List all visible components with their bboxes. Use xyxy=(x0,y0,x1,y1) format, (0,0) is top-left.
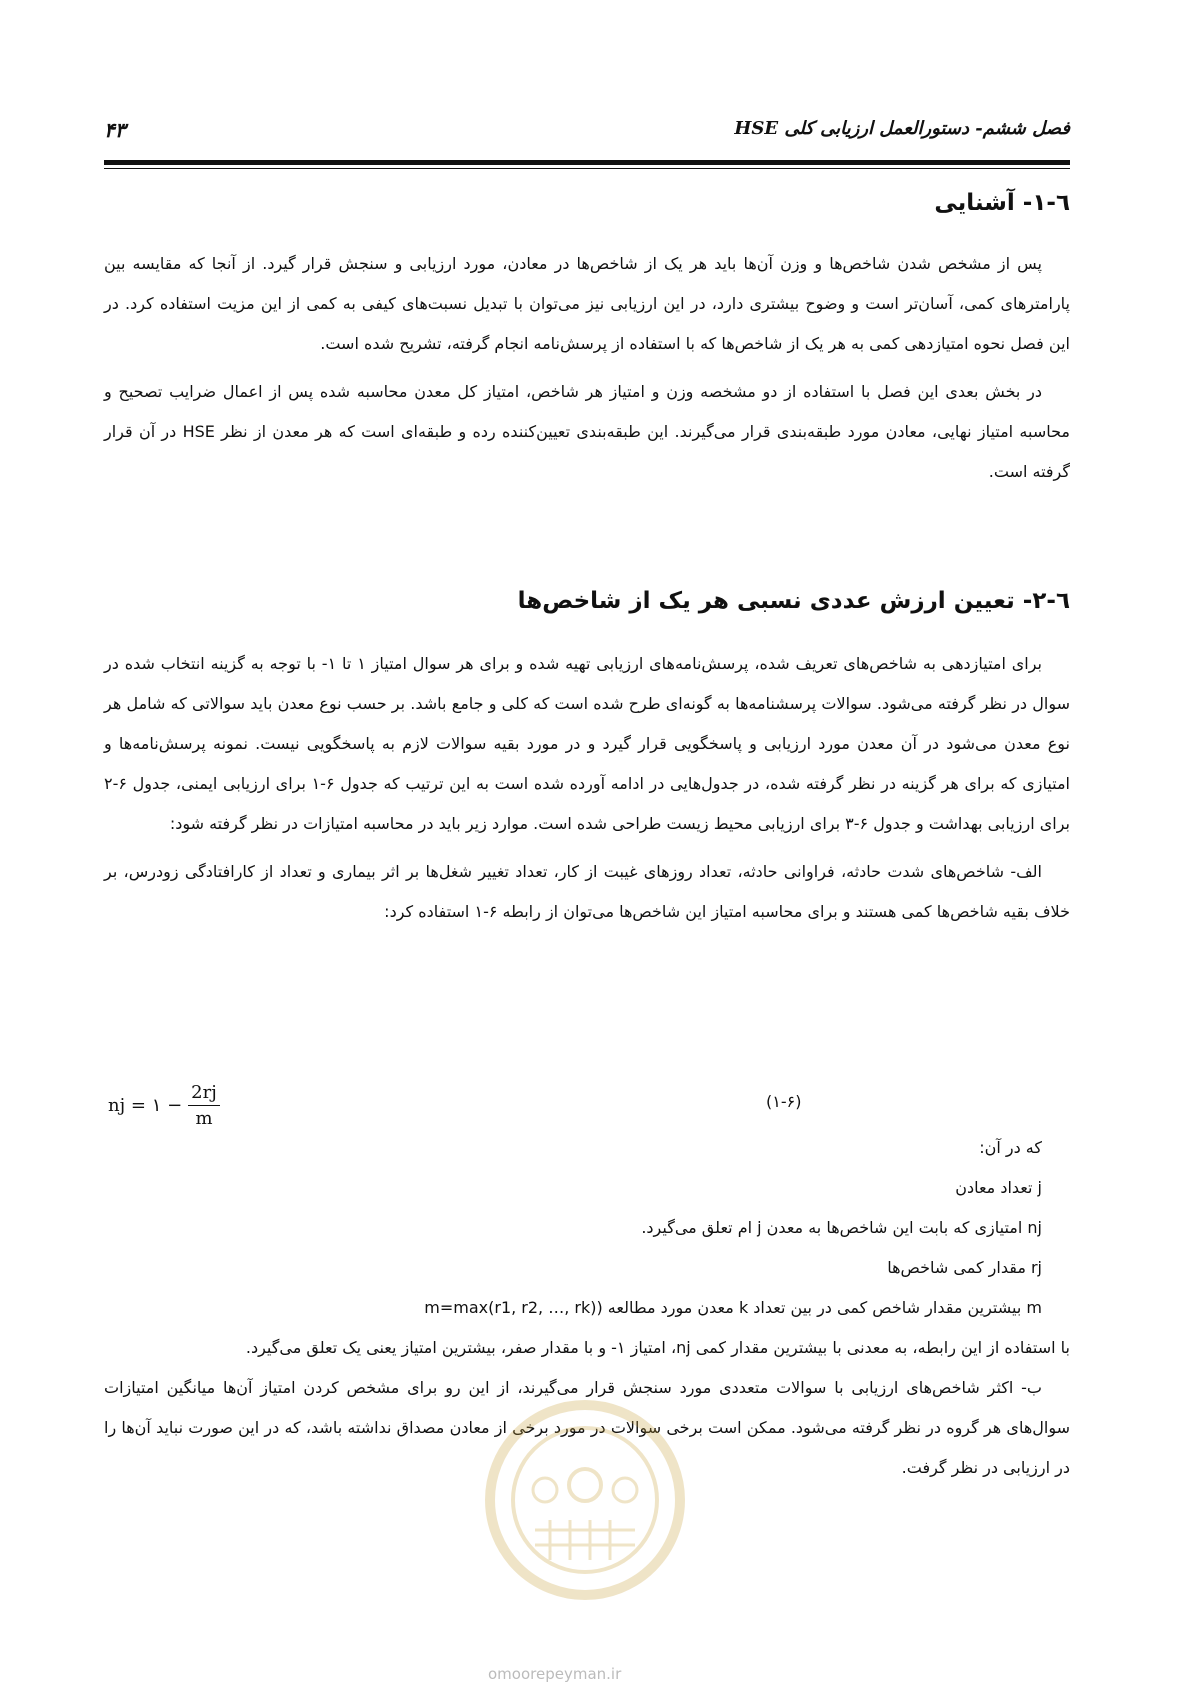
paragraph: پس از مشخص شدن شاخص‌ها و وزن آن‌ها باید هر یک از شاخص‌ها در معادن، مورد ارزیابی و سنجش قرار گیرد. از آنجا که مقایسه بین پارامترهای کمی، آسان‌تر است و وضوح بیشتری دارد، در این ارزیابی نیز می‌توان با تبدیل نسبت‌های کیفی به کمی از این مزیت استفاده کرد. در این فصل نحوه امتیازدهی کمی به هر یک از شاخص‌ها که با استفاده از پرسش‌نامه انجام گرفته، تشریح شده است. xyxy=(104,254,1070,353)
section2-body xyxy=(104,644,1070,932)
page-number: ۴۳ xyxy=(104,118,126,142)
section1-body xyxy=(104,244,1070,492)
formula-explanation: با استفاده از این رابطه، به معدنی با بیشترین مقدار کمی nj، امتیاز ۱- و با مقدار صفر، بیشترین امتیاز یعنی یک تعلق می‌گیرد. xyxy=(245,1338,1070,1357)
definition-item: nj امتیازی که بابت این شاخص‌ها به معدن j ام تعلق می‌گیرد. xyxy=(641,1218,1042,1237)
page-header xyxy=(104,118,1070,160)
section-introduction xyxy=(104,190,1070,216)
paragraph: در بخش بعدی این فصل با استفاده از دو مشخصه وزن و امتیاز هر شاخص، امتیاز کل معدن محاسبه شده پس از اعمال ضرایب تصحیح و محاسبه امتیاز نهایی، معادن مورد طبقه‌بندی قرار می‌گیرند. این طبقه‌بندی تعیین‌کننده رده و طبقه‌ای است که هر معدن از نظر HSE در آن قرار گرفته است. xyxy=(104,382,1071,481)
formula-lhs: nj = ۱ − xyxy=(108,1095,183,1116)
formula-numerator: 2rj xyxy=(188,1082,220,1106)
watermark-logo-icon xyxy=(480,1390,690,1610)
definition-item: j تعداد معادن xyxy=(955,1178,1042,1197)
definition-item: rj مقدار کمی شاخص‌ها xyxy=(887,1258,1042,1277)
paragraph: الف- شاخص‌های شدت حادثه، فراوانی حادثه، تعداد روزهای غیبت از کار، تعداد تغییر شغل‌ها بر اثر بیماری و تعداد از کارافتادگی زودرس، بر خلاف بقیه شاخص‌ها کمی هستند و برای محاسبه امتیاز این شاخص‌ها می‌توان از رابطه ۶-۱ استفاده کرد: xyxy=(104,862,1070,921)
section-heading-introduction: ٦-١- آشنایی xyxy=(934,190,1070,216)
chapter-title: فصل ششم- دستورالعمل ارزیابی کلی HSE xyxy=(734,118,1070,139)
section-relative-value xyxy=(104,588,1070,614)
definition-item: m بیشترین مقدار شاخص کمی در بین تعداد k معدن مورد مطالعه ((m=max(r1, r2, …, rk xyxy=(424,1298,1042,1317)
formula-fraction xyxy=(188,1082,220,1129)
watermark-text: omoorepeyman.ir xyxy=(488,1665,622,1683)
formula-6-1 xyxy=(108,1082,220,1129)
header-rule-thick xyxy=(104,160,1070,165)
paragraph: ب- اکثر شاخص‌های ارزیابی با سوالات متعددی مورد سنجش قرار می‌گیرند، از این رو برای مشخص کردن امتیاز آن‌ها میانگین امتیازات سوال‌های هر گروه در نظر گرفته می‌شود. ممکن است برخی سوالات در مورد برخی از معادن مصداق نداشته باشد، که در این صورت نباید آن‌ها را در ارزیابی در نظر گرفت. xyxy=(104,1378,1070,1477)
definitions-list xyxy=(104,1128,1070,1328)
section-heading-relative-value: ٦-٢- تعیین ارزش عددی نسبی هر یک از شاخص‌ها xyxy=(517,588,1070,614)
header-rule-thin xyxy=(104,168,1070,169)
formula-denominator: m xyxy=(195,1108,213,1129)
paragraph: برای امتیازدهی به شاخص‌های تعریف شده، پرسش‌نامه‌های ارزیابی تهیه شده و برای هر سوال امتیاز ۱ تا ۱- با توجه به گزینه انتخاب شده در سوال در نظر گرفته می‌شود. سوالات پرسشنامه‌ها به گونه‌ای طرح شده است که کلی و جامع باشد. بر حسب نوع معدن باید سوالاتی که شامل هر نوع معدن می‌شود در آن معدن مورد ارزیابی و پاسخگویی قرار گیرد و در مورد بقیه سوالات لازم به پاسخگویی نیست. نمونه پرسش‌نامه‌ها و امتیازی که برای هر گزینه در نظر گرفته شده، در جدول‌هایی در ادامه آورده شده است به این ترتیب که جدول ۶-۱ برای ارزیابی ایمنی، جدول ۶-۲ برای ارزیابی بهداشت و جدول ۶-۳ برای ارزیابی محیط زیست طراحی شده است. موارد زیر باید در محاسبه امتیازات در نظر گرفته شود: xyxy=(104,654,1070,833)
equation-number: (۱-۶) xyxy=(766,1092,802,1111)
definitions-intro: که در آن: xyxy=(979,1138,1042,1157)
